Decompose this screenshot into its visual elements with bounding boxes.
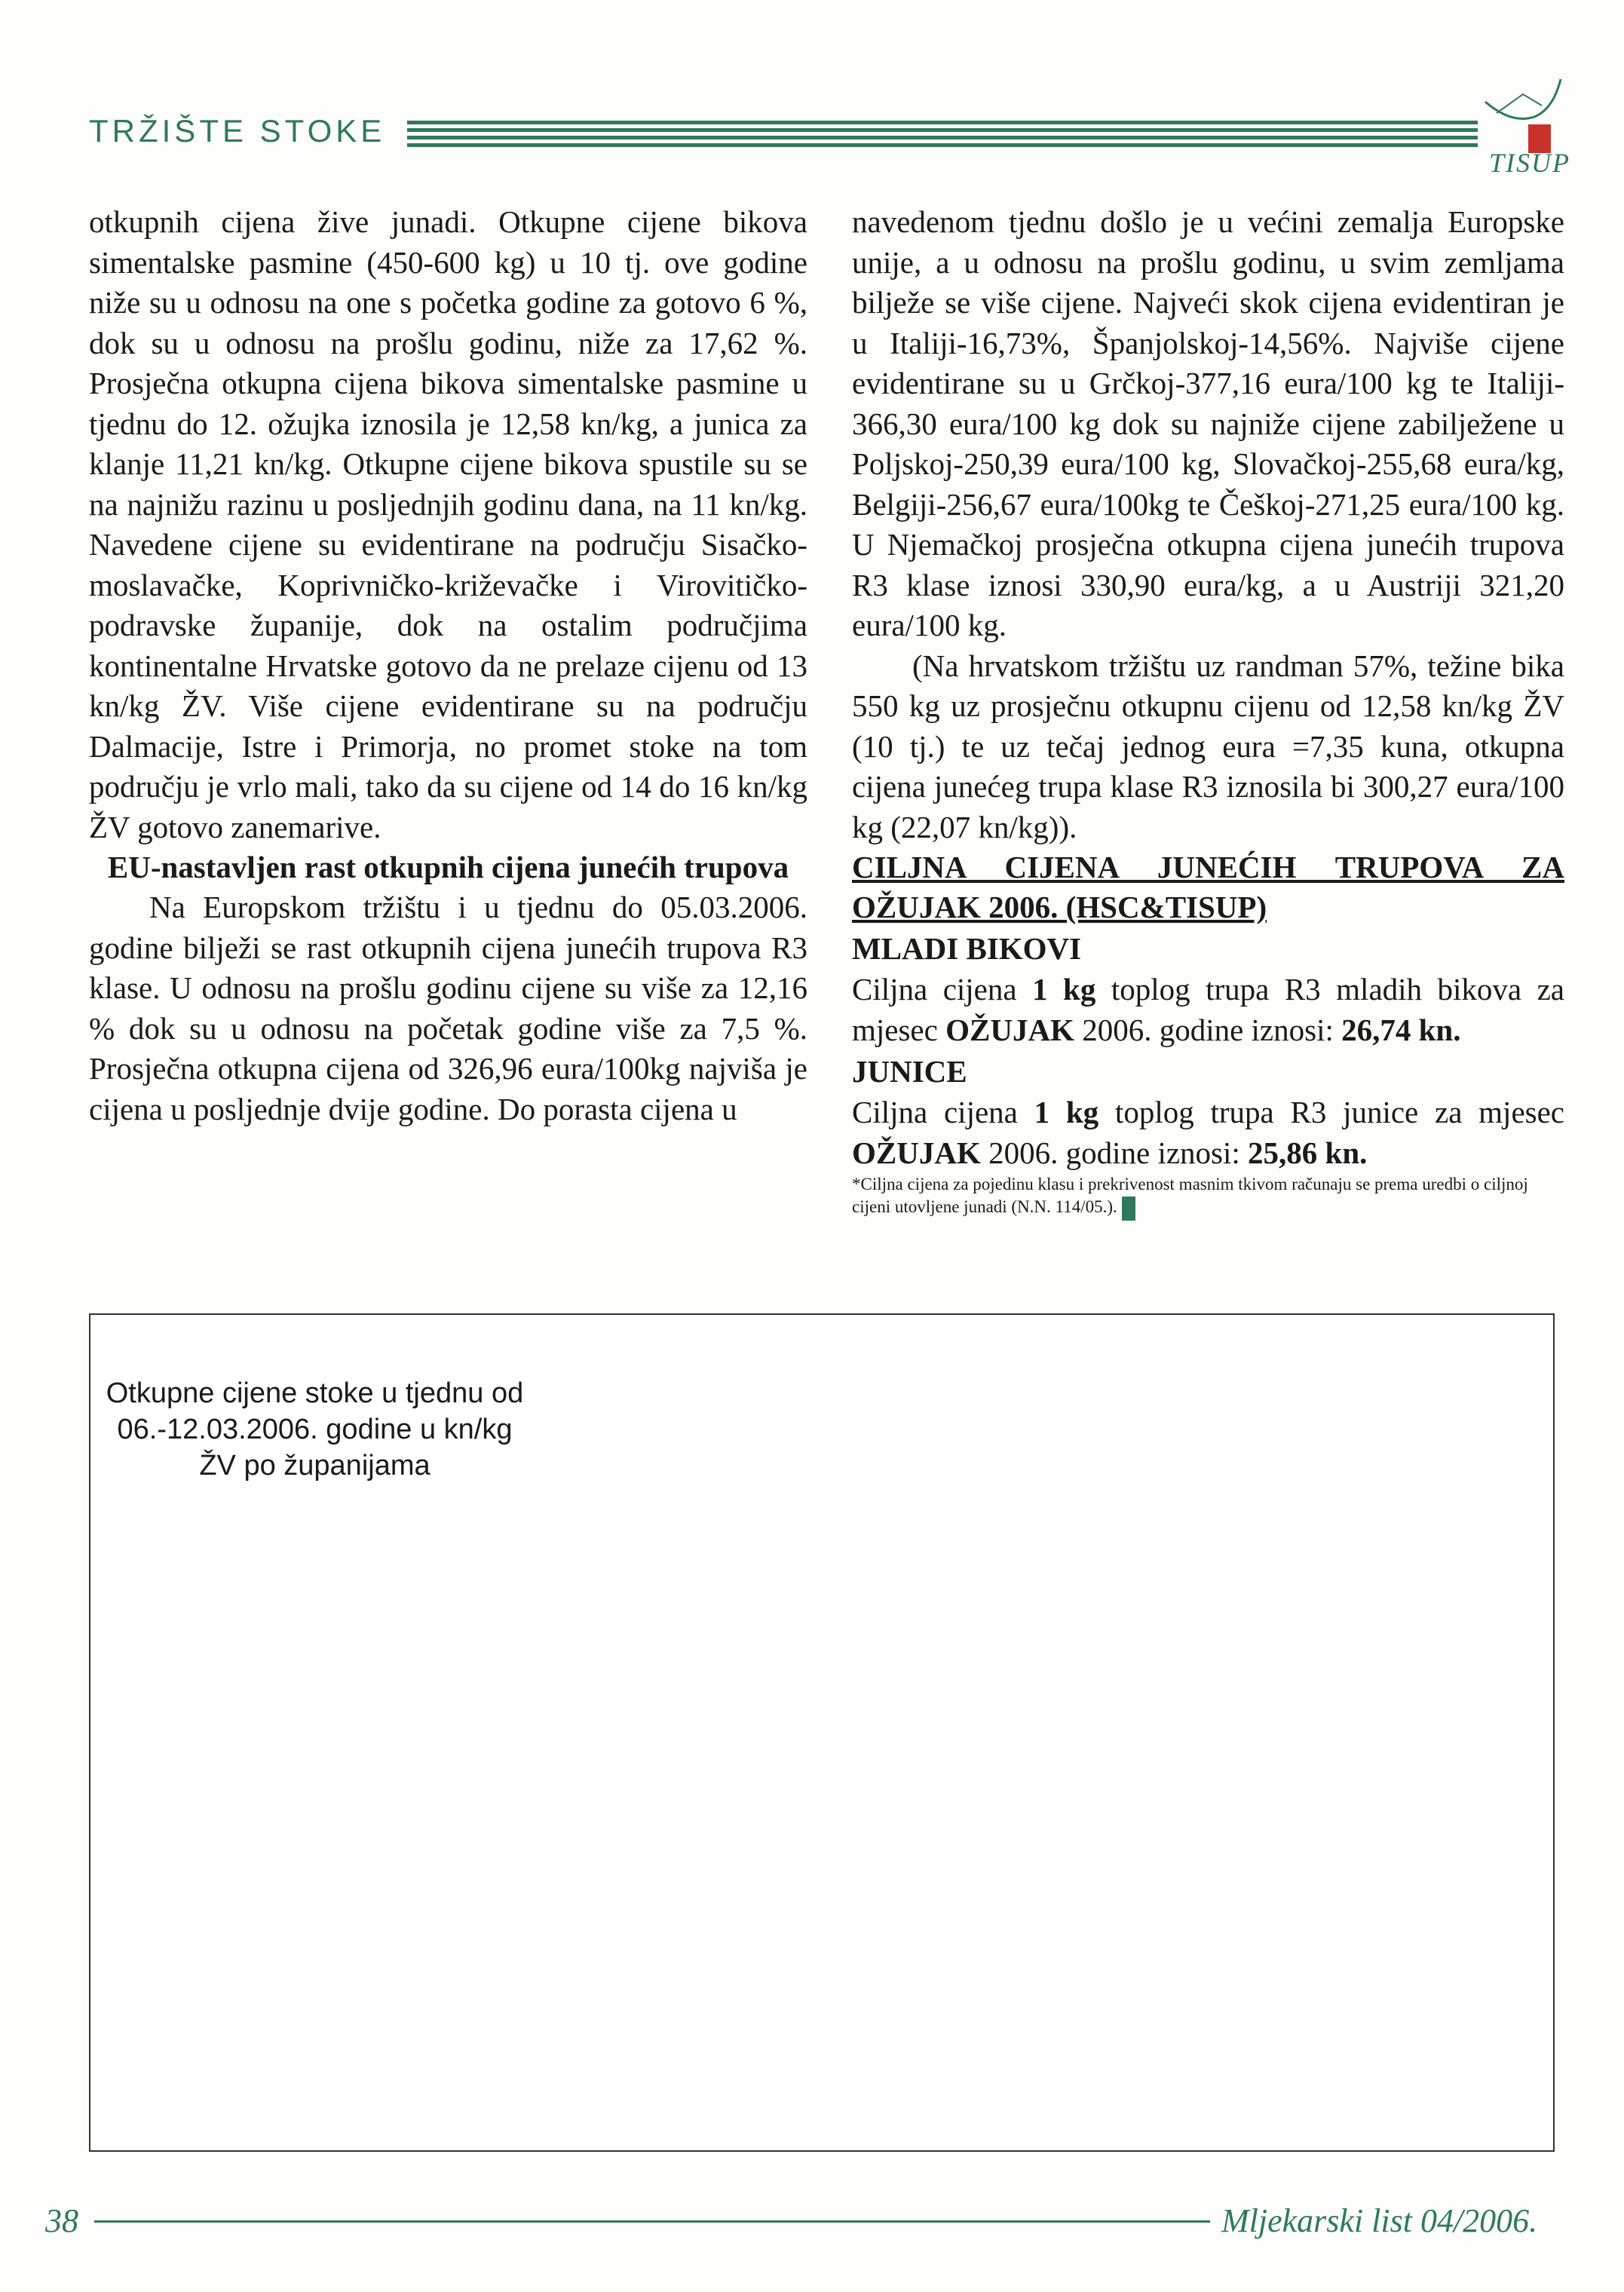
end-mark-icon bbox=[1122, 1197, 1135, 1221]
price-table-frame bbox=[89, 1313, 1555, 2152]
target-price-heading: CILJNA CIJENA JUNEĆIH TRUPOVA ZA OŽUJAK 2006. (HSC&TISUP) bbox=[852, 850, 1564, 924]
footer-rule bbox=[94, 2220, 1210, 2223]
header-rule bbox=[407, 121, 1478, 151]
journal-name: Mljekarski list 04/2006. bbox=[1221, 2202, 1538, 2239]
left-subheading: EU-nastavljen rast otkupnih cijena junećih trupova bbox=[107, 850, 789, 884]
right-paragraph-2: (Na hrvatskom tržištu uz randman 57%, težine bika 550 kg uz prosječnu otkupnu cijenu od 12,58 kn/kg ŽV (10 tj.) te uz tečaj jednog eura =7,35 kuna, otkupna cijena junećeg trupa klase R3 iznosila bi 300,27 eura/100 kg (22,07 kn/kg)). bbox=[852, 648, 1564, 844]
left-paragraph-1: otkupnih cijena žive junadi. Otkupne cijene bikova simentalske pasmine (450-600 kg) u 10 tj. ove godine niže su u odnosu na one s početka godine za gotovo 6 %, dok su u odnosu na prošlu godinu, niže za 17,62 %. Prosječna otkupna cijena bikova simentalske pasmine u tjednu do 12. ožujka iznosila je 12,58 kn/kg, a junica za klanje 11,21 kn/kg. Otkupne cijene bikova spustile su se na najnižu razinu u posljednjih godinu dana, na 11 kn/kg. Navedene cijene su evidentirane na području Sisačko-moslavačke, Koprivničko-križevačke i Virovitičko-podravske županije, dok na ostalim područjima kontinentalne Hrvatske gotovo da ne prelaze cijenu od 13 kn/kg ŽV. Više cijene evidentirane su na području Dalmacije, Istre i Primorja, no promet stoke na tom području je vrlo mali, tako da su cijene od 14 do 16 kn/kg ŽV gotovo zanemarive. bbox=[89, 204, 807, 844]
right-paragraph-1: navedenom tjednu došlo je u većini zemalja Europske unije, a u odnosu na prošlu godinu, u svim zemljama bilježe se više cijene. Najveći skok cijena evidentiran je u Italiji-16,73%, Španjolskoj-14,56%. Najviše cijene evidentirane su u Grčkoj-377,16 eura/100 kg te Italiji-366,30 eura/100 kg dok su najniže cijene zabilježene u Poljskoj-250,39 eura/100 kg, Slovačkoj-255,68 eura/kg, Belgiji-256,67 eura/100kg te Češkoj-271,25 eura/100 kg. U Njemačkoj prosječna otkupna cijena junećih trupova R3 klase iznosi 330,90 eura/kg, a u Austriji 321,20 eura/100 kg. bbox=[852, 204, 1564, 642]
young-bulls-text: Ciljna cijena 1 kg toplog trupa R3 mladih bikova za mjesec OŽUJAK 2006. godine iznosi: 26,74 kn. bbox=[852, 972, 1564, 1047]
page-number: 38 bbox=[45, 2202, 78, 2239]
heifers-heading: JUNICE bbox=[852, 1054, 967, 1089]
footnote: *Ciljna cijena za pojedinu klasu i prekrivenost masnim tkivom računaju se prema uredbi o ciljnoj cijeni utovljene junadi (N.N. 114/05.). bbox=[852, 1173, 1564, 1221]
section-title: TRŽIŠTE STOKE bbox=[89, 113, 386, 149]
left-paragraph-2: Na Europskom tržištu i u tjednu do 05.03.2006. godine bilježi se rast otkupnih cijena junećih trupova R3 klase. U odnosu na prošlu godinu cijene su više za 12,16 % dok su u odnosu na početak godine više za 7,5 %. Prosječna otkupna cijena od 326,96 eura/100kg najviša je cijena u posljednje dvije godine. Do porasta cijena u bbox=[89, 890, 807, 1126]
left-column bbox=[89, 202, 807, 1129]
tisup-logo-text: TISUP bbox=[1489, 148, 1570, 178]
heifers-text: Ciljna cijena 1 kg toplog trupa R3 junice za mjesec OŽUJAK 2006. godine iznosi: 25,86 kn. bbox=[852, 1095, 1564, 1170]
right-column bbox=[852, 202, 1564, 1221]
table-title: Otkupne cijene stoke u tjednu od 06.-12.03.2006. godine u kn/kg ŽV po županijama bbox=[106, 1377, 524, 1482]
young-bulls-heading: MLADI BIKOVI bbox=[852, 931, 1082, 966]
